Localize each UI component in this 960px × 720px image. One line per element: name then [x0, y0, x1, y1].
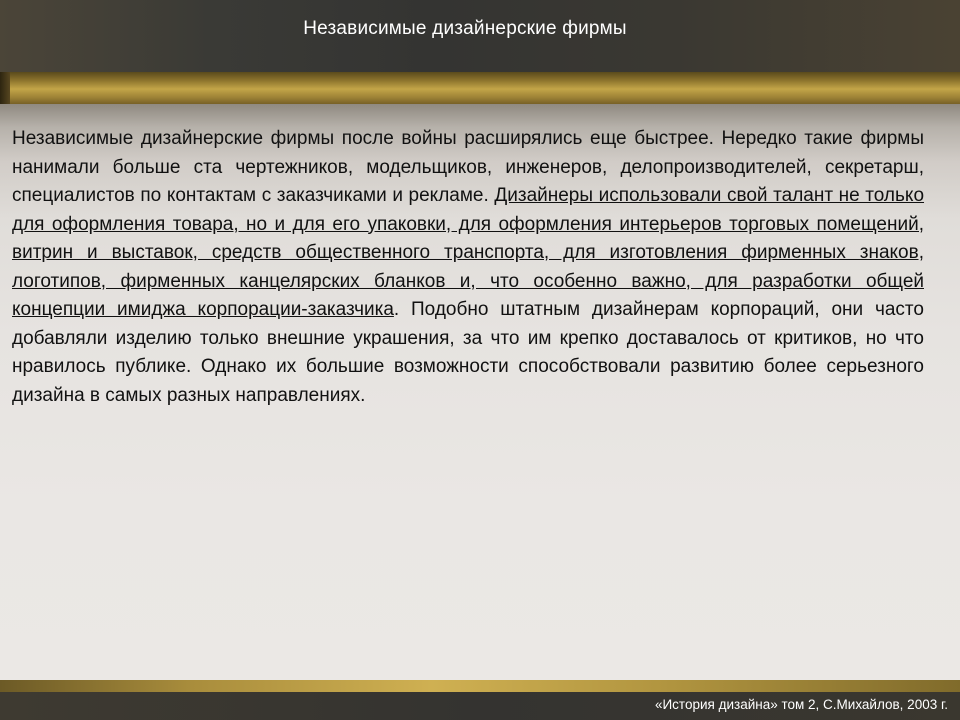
body-text-underlined: Дизайнеры использовали свой талант не только для оформления товара, но и для его упаковки, для оформления интерьеров торговых помещений, витрин и выставок, средств общественного транспорта, для изготовления фирменных знаков, логотипов, фирменных канцелярских бланков и, что особенно важно, для разработки общей концепции имиджа корпорации-заказчика	[12, 185, 925, 320]
header-gold-band-edge	[0, 72, 10, 106]
header-gold-band	[0, 72, 960, 106]
body-text-intro: Независимые дизайнерские фирмы после войны расширялись еще быстрее. Нередко такие фирмы нанимали больше ста чертежников, модельщиков, инженеров, делопроизводителей, секретарш, специалистов по контактам с заказчиками и рекламе.	[12, 128, 924, 206]
body-text-rest: . Подобно штатным дизайнерам корпораций, они часто добавляли изделию только внешние украшения, за что им крепко доставалось от критиков, но что нравилось публике. Однако их большие возможности способствовали развитию более серьезного дизайна в самых разных направлениях.	[12, 299, 924, 406]
header-bar	[0, 0, 960, 78]
footer-citation: «История дизайна» том 2, С.Михайлов, 2003 г.	[654, 697, 948, 712]
body-paragraph	[12, 125, 924, 410]
footer-bar	[0, 692, 960, 720]
slide-title: Независимые дизайнерские фирмы	[303, 18, 627, 39]
